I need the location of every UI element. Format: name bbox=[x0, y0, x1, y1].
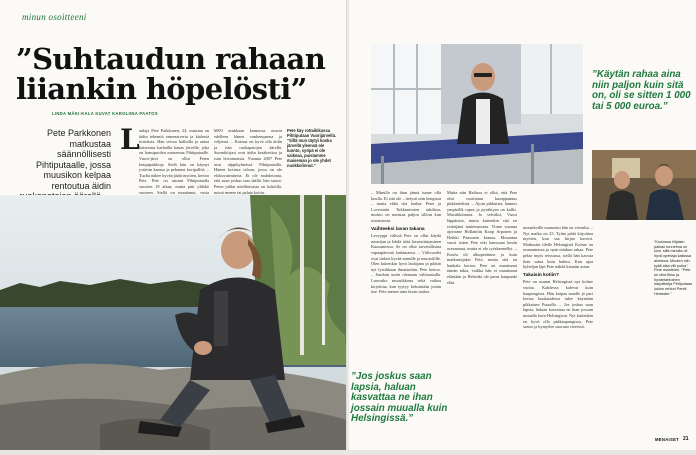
photo-caption: Pete käy rottaikikussa Pihtiputaan Vuorijärvellä. "Sillä mun täytyi koska järvellä yleensä ole luonto, syöpä ei ole vaikeaa, puistamme maiseman jo ole yhdet nuokkolinnut." bbox=[287, 128, 336, 168]
byline: LINDA MÄKI-KALA KUVAT KAROLIINA PAATOS bbox=[52, 111, 158, 116]
classroom-photo bbox=[371, 44, 583, 184]
body-column-r2 bbox=[447, 190, 517, 435]
classroom-image bbox=[371, 44, 583, 184]
lede-paragraph: Pete Parkkonen matkustaa säännöllisesti Pihtiputaalle, jossa muusikon kelpaa rentoutua äidin bbox=[35, 128, 111, 191]
pull-quote-bottom: ”Jos joskus saan lapsia, haluan kasvattaa ne ihan jossain muualla kuin Helsingissä.” bbox=[351, 371, 448, 425]
page-number: 21 bbox=[683, 436, 689, 442]
body-text: Levyyppi välissä Pete on ollut käydä armeijan ja lehdä töitä lavaesiintyminen Kuusamossa. Se on ollut tarvetallisina vapaapäivinä laulamassa. – Välivuodet ovat tärkeä hyvää minulle ja muotoilille. Olen kuitenkin hyvä laulajana ja pääsin nyt fysiikkaan ilmaisuihin, Pete kertoo. – Jouduin usein olemaan välitaustalla. Luovatko muusikkona sekä vaikea kirjoittaa, kun tyytyy keksimään jotain itse. Pete menee aina lavan taakse. bbox=[371, 233, 441, 295]
section-label: minun osoitteeni bbox=[22, 12, 87, 22]
subheading: Vaihteeksi lavan takana bbox=[371, 226, 425, 232]
magazine-name: MENAISET bbox=[655, 437, 680, 442]
right-page bbox=[349, 0, 696, 450]
drop-cap: L bbox=[120, 123, 140, 156]
body-text: Pete on asunut Helsingissä nyt kolme vuotta. Kahdessa kalevat kuin kaupungissa. Hän kaipaa maalle ja pari kertaa kuukaudessa tulee käymään pikkaisen Putaalla. – Jos joskus saan lapsia, haluan kasvattaa ne ihan jossain muualla kuin Helsingissä. Nyt kuitenkin on hyvä olla pääkaupungissa, Pete sanoo ja hymyilee suoraan vieressä. bbox=[523, 279, 593, 330]
left-page bbox=[0, 0, 347, 450]
body-text: 6000 asukkaan kunnassa asuvat edelleen hänen vanhempansa ja veljensä. – Kotona on hyvä olla äidin ja isän ruokapatojen äärellä. Suomikirjasi ovat äidin kesäkeittoa ja isän leivonnaisia. Vuonna 2007 Pete asui alppikylmässä Pihtiputaalla. Hänen kotinsa taloon, jossa on ole elokuvateatteria. Ei ole mahdotonta, että asun joskus taas täällä, hän sanoo. Peten juhlat mielikuvasta on kokeilla, missä menee tai palata kotiin. bbox=[214, 128, 282, 195]
pull-quote-top: ”Käytän rahaa aina niin paljon kuin sitä on, oli se sitten 1 000 tai 5 000 euroa.” bbox=[592, 69, 691, 112]
body-column-r3 bbox=[523, 225, 593, 435]
body-column-2 bbox=[214, 128, 282, 195]
headline: ”Suhtaudun rahaan liiankin höpelösti” bbox=[16, 42, 326, 106]
body-text: aulaja Pete Parkkonen, 24, muistaa on äidin tekemiä onnenaiveria ja kädessä tiirtoksia. Hän seisoo kalliolla ja antaa katseensa harhailla kauas järvelle, joka on kansipuolen maisemaa Pihtiputaalle. Vuosi-järvi on ollut Peten lempipaikkoja. Sielä hän on käynyt ystävän kanssa ja pelannut koripallöä. – Tuolta näkee hyvän jäätä myöten, kertoo Pete. Pete on asunut Pihtiputaalla vuosien 19 aikaa, mutta päti ylähkö vuoteen. Siellä on muuttanut, vasta bbox=[139, 128, 210, 195]
body-text: Mutta niin Hailuoa ei ollut, että Pete olisi osoittanut kumppanuus pitkämielistä. – Ajoin pikkuista, kunnes ympärillä rapea ja pysähtyen on kallis. Musiikkitarina. Jo selväksi, Vuosi läppäisiin, mutta kuitenkin sitä en esittäjänä tuntematonta. Viime vuonna ajoimme Hollantiin Koop Arponen ja Heikki Paasonen kanssa. Muutama vuosi sitten Pete teki kanssaan kesän oravamaat, mutta ei ole työskennellyt. – Koulu oli alkuperäinen ja kuin matkustajaksi Pete, mutta sitä on hankala kertoa. Pete on muuttunut tämän takia, vaikka hän ei muuttunut elämään ja Helsinki ole paras kaupunki elää. bbox=[447, 190, 517, 285]
teacher-image bbox=[592, 150, 696, 220]
portrait-photo bbox=[0, 195, 347, 450]
body-text: muusikoille maaseutu hän on vierailut. – Nyt matka on 25. Tytän pitää kirjoittaa myöten, kun saa kirjaa kaverit. Matkustin tilelle Helsingistä Kolme on seuraamassa ja opin niinkun rahaa. Pete pelaa myös reissussa, siellä hän kasvaa ihan sama kuin huhuu. Kun ajaa kylteljan läpi Pete nähdä kauniin asian. bbox=[523, 225, 593, 270]
body-column-1 bbox=[139, 128, 210, 195]
body-column-r1 bbox=[371, 190, 441, 368]
body-text: – Minulla on ihan jännä tunne olla koulla. Ei sitä ole – tietysti niin hengissä – mutta ehkä sitä laulaa: Peter ja Lovestatin Tukkimiesten tahdissa, muisto on muistaa paljon silloin kun toimistosta. bbox=[371, 190, 441, 223]
teacher-photo bbox=[592, 150, 696, 220]
lake-scene-image bbox=[0, 195, 347, 450]
subheading: Takaisin kotiin? bbox=[523, 272, 559, 278]
photo-caption-right: "Koulussa hiljaisin paikan tunnelma on kiva, sillä minulla oli hyvä opettaja kaikissa aineissa. Muuten olin kyllä aika villi poika", Pete muistelee. "Pete on ollut fiksu ja hyväntahtoinen harjoittelija Pihtiputaan lukion rehtori Pentti Helander." bbox=[654, 240, 693, 296]
